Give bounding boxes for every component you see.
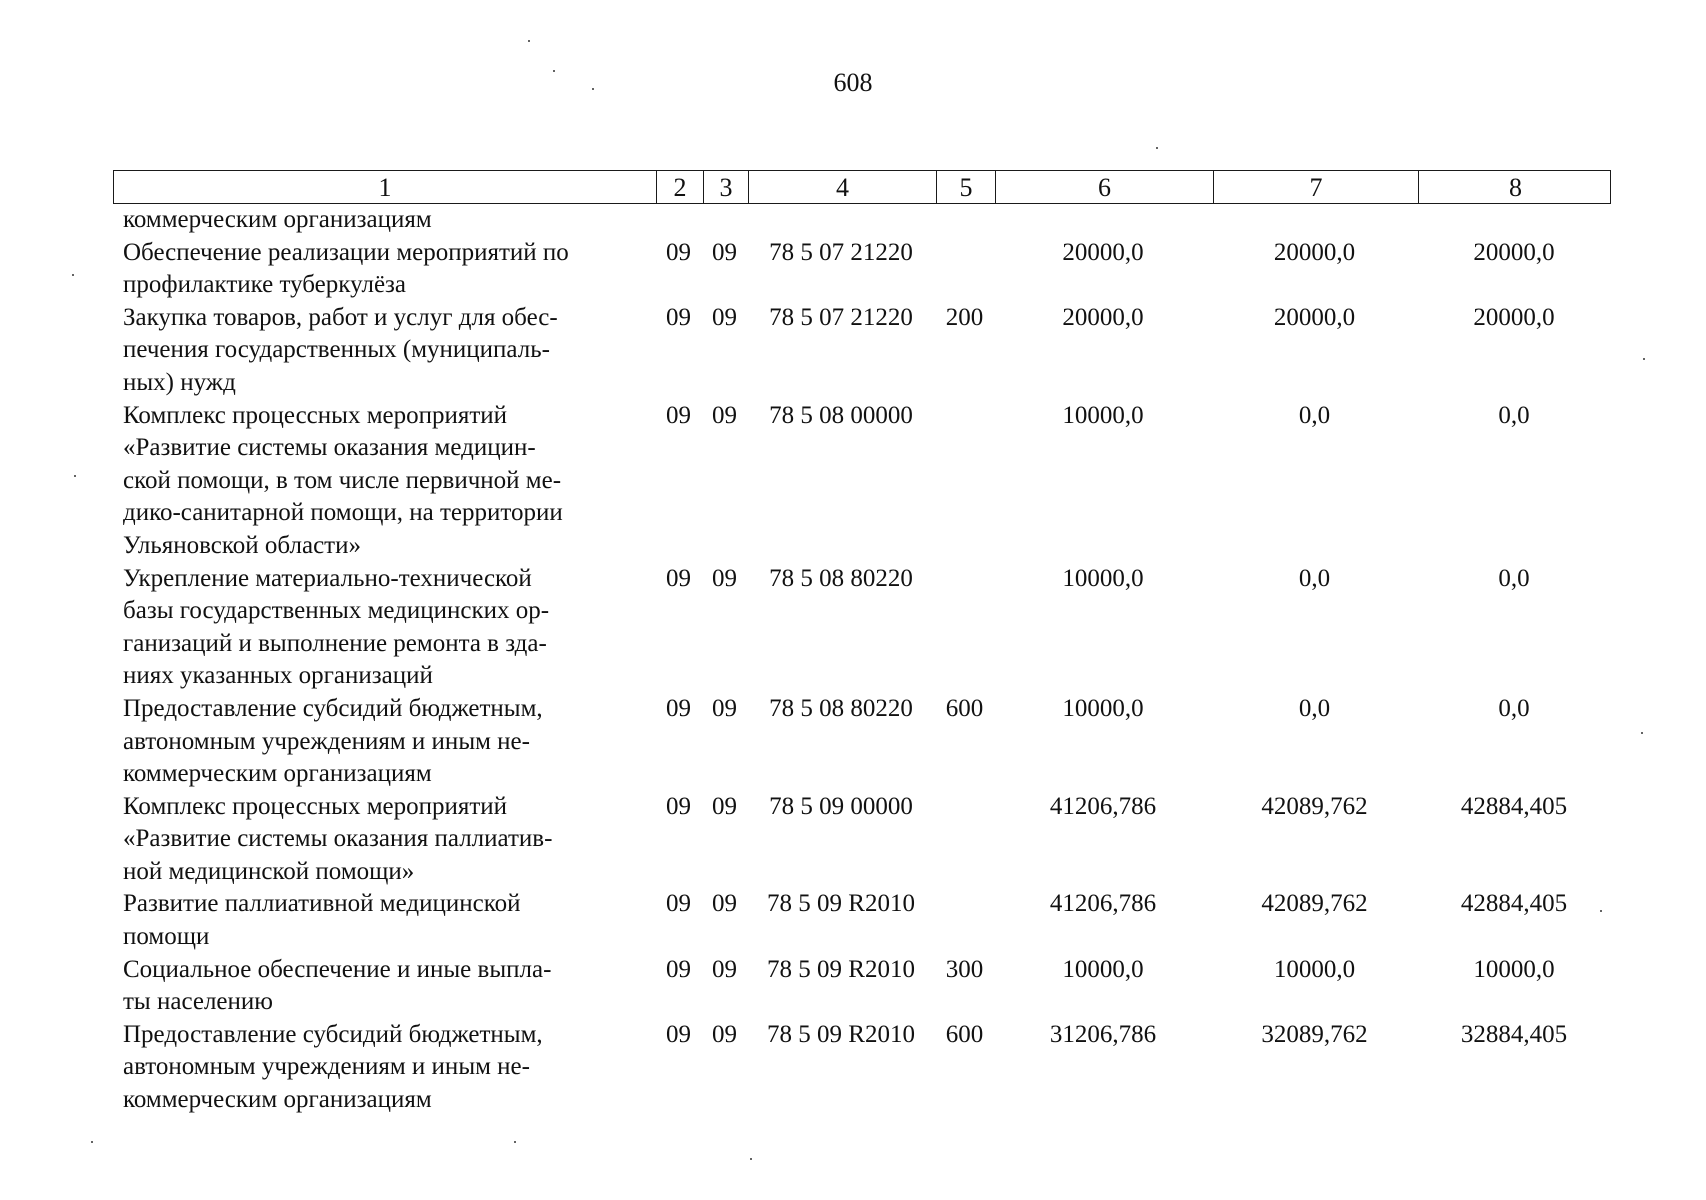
description-line: коммерческим организациям [123,760,432,788]
description-line: Закупка товаров, работ и услуг для обес- [123,303,558,331]
cell-col-4: 78 5 09 R2010 [767,955,915,983]
description-line: Обеспечение реализации мероприятий по [123,238,569,266]
cell-col-7: 10000,0 [1273,955,1356,983]
cell-col-2: 09 [666,955,691,983]
cell-col-6: 10000,0 [1062,401,1144,429]
cell-col-8: 0,0 [1498,694,1530,722]
table-header [113,170,1611,204]
cell-col-4: 78 5 08 80220 [769,564,913,592]
description-line: автономным учреждениям и иным не- [123,1053,530,1081]
description-line: коммерческим организациям [123,206,432,233]
table-row [113,563,1611,693]
cell-col-5: 600 [945,1020,984,1048]
cell-col-7: 0,0 [1298,564,1331,592]
cell-col-3: 09 [712,401,737,429]
cell-col-4: 78 5 08 80220 [769,694,913,722]
cell-col-3: 09 [712,955,737,983]
cell-col-6: 10000,0 [1062,564,1144,592]
scan-speck [553,70,555,72]
cell-col-8: 42884,405 [1460,792,1568,820]
description-line: Предоставление субсидий бюджетным, [123,1020,543,1048]
table-row [113,954,1611,1019]
header-col-8: 8 [1418,171,1612,203]
table-row [113,237,1611,302]
table-row [113,693,1611,791]
cell-col-5: 200 [945,303,984,331]
scan-speck [528,40,530,42]
row-description [123,302,648,400]
cell-col-3: 09 [712,238,737,266]
cell-col-3: 09 [712,890,737,918]
description-line: ты населению [123,988,273,1016]
header-col-3: 3 [703,171,748,203]
cell-col-7: 0,0 [1298,694,1331,722]
page-number: 608 [833,68,873,97]
description-line: Укрепление материально-технической [123,564,532,592]
description-line: профилактике туберкулёза [123,271,407,299]
table-row [113,400,1611,563]
row-description [123,400,648,563]
cell-col-2: 09 [666,303,691,331]
row-description [123,693,648,791]
row-description [123,1019,648,1117]
cell-col-6: 20000,0 [1062,238,1144,266]
description-line: печения государственных (муниципаль- [123,336,550,364]
scan-speck [74,475,76,477]
cell-col-7: 0,0 [1298,401,1331,429]
row-description [123,237,648,302]
cell-col-6: 10000,0 [1062,955,1144,983]
cell-col-6: 41206,786 [1049,890,1157,918]
cell-col-7: 42089,762 [1261,890,1368,918]
header-col-5: 5 [936,171,995,203]
scan-speck [1641,732,1643,734]
header-col-2: 2 [656,171,703,203]
description-line: Комплекс процессных мероприятий [123,792,508,820]
row-description [123,563,648,693]
header-col-6: 6 [995,171,1213,203]
cell-col-2: 09 [666,792,691,820]
cell-col-4: 78 5 07 21220 [769,238,913,266]
description-line: ганизаций и выполнение ремонта в зда- [123,629,547,657]
table-row [113,791,1611,889]
description-line: Социальное обеспечение и иные выпла- [123,955,552,983]
description-line: «Развитие системы оказания паллиатив- [123,825,553,853]
table-row [113,204,1611,237]
cell-col-6: 10000,0 [1062,694,1144,722]
scan-speck [1600,910,1602,912]
cell-col-2: 09 [666,564,691,592]
cell-col-4: 78 5 09 R2010 [767,890,915,918]
cell-col-8: 20000,0 [1473,238,1555,266]
cell-col-2: 09 [666,1020,691,1048]
scan-speck [1643,358,1645,360]
header-col-4: 4 [748,171,936,203]
description-line: автономным учреждениям и иным не- [123,727,530,755]
cell-col-3: 09 [712,303,737,331]
scan-speck [91,1141,93,1143]
cell-col-2: 09 [666,694,691,722]
description-line: Развитие паллиативной медицинской [123,890,521,918]
header-col-1: 1 [378,173,392,202]
cell-col-4: 78 5 07 21220 [769,303,913,331]
table-row [113,302,1611,400]
row-description [123,204,648,237]
cell-col-7: 42089,762 [1261,792,1368,820]
table-row [113,888,1611,953]
cell-col-7: 20000,0 [1273,303,1356,331]
cell-col-8: 10000,0 [1473,955,1555,983]
description-line: Комплекс процессных мероприятий [123,401,508,429]
cell-col-4: 78 5 09 00000 [769,792,913,820]
cell-col-3: 09 [712,792,737,820]
cell-col-4: 78 5 08 00000 [769,401,913,429]
cell-col-3: 09 [712,1020,737,1048]
cell-col-4: 78 5 09 R2010 [767,1020,915,1048]
scan-speck [750,1158,752,1160]
cell-col-8: 0,0 [1498,564,1530,592]
cell-col-6: 20000,0 [1062,303,1144,331]
description-line: базы государственных медицинских ор- [123,597,550,625]
description-line: помощи [123,923,210,951]
cell-col-7: 20000,0 [1273,238,1356,266]
table-row [113,1019,1611,1117]
cell-col-2: 09 [666,401,691,429]
scan-speck [514,1141,516,1143]
cell-col-3: 09 [712,564,737,592]
cell-col-8: 32884,405 [1460,1020,1568,1048]
description-line: Предоставление субсидий бюджетным, [123,694,543,722]
scan-speck [592,88,594,90]
cell-col-5: 600 [945,694,984,722]
description-line: дико-санитарной помощи, на территории [123,499,563,527]
table-body [113,204,1611,1117]
description-line: ной медицинской помощи» [123,857,415,885]
description-line: ской помощи, в том числе первичной ме- [123,466,562,494]
cell-col-8: 0,0 [1498,401,1530,429]
description-line: ниях указанных организаций [123,662,433,690]
header-col-7: 7 [1213,171,1418,203]
cell-col-6: 41206,786 [1049,792,1157,820]
cell-col-2: 09 [666,890,691,918]
cell-col-5: 300 [945,955,984,983]
cell-col-7: 32089,762 [1261,1020,1368,1048]
row-description [123,791,648,889]
row-description [123,888,648,953]
row-description [123,954,648,1019]
cell-col-8: 20000,0 [1473,303,1555,331]
cell-col-3: 09 [712,694,737,722]
description-line: Ульяновской области» [123,531,361,559]
cell-col-6: 31206,786 [1049,1020,1157,1048]
description-line: «Развитие системы оказания медицин- [123,434,536,462]
scan-speck [1156,147,1158,149]
description-line: коммерческим организациям [123,1086,432,1114]
cell-col-2: 09 [666,238,691,266]
scan-speck [72,274,74,276]
cell-col-8: 42884,405 [1460,890,1568,918]
description-line: ных) нужд [123,368,236,396]
